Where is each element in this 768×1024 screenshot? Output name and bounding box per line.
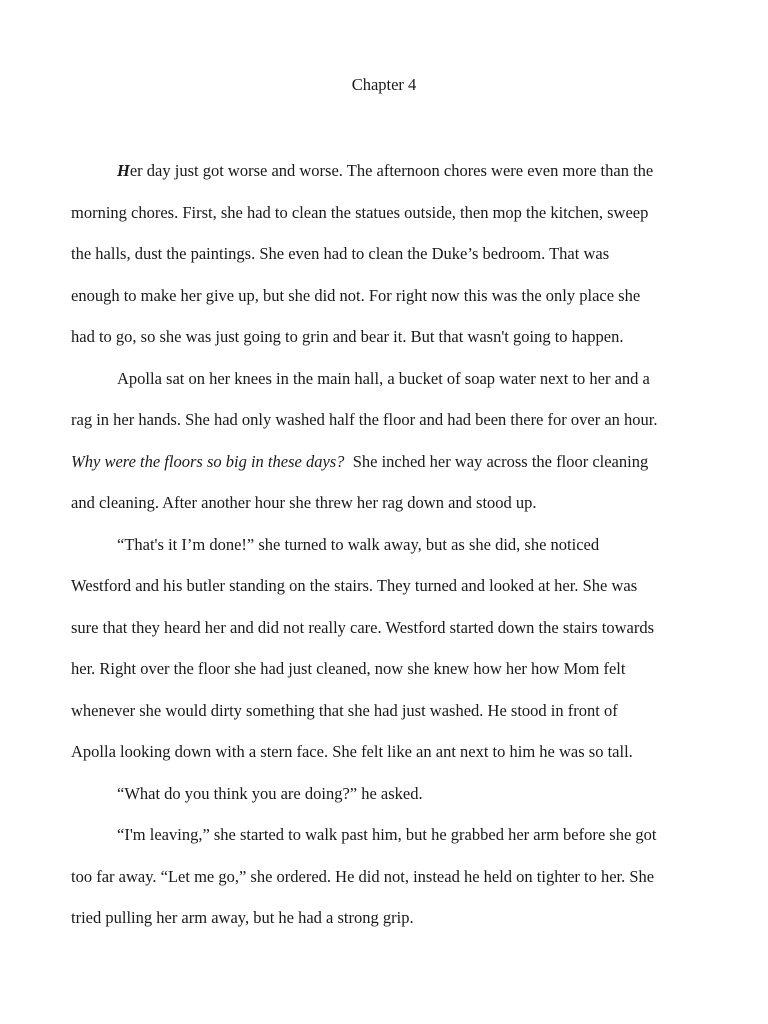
italic-thought: Why were the floors so big in these days? [71, 451, 345, 471]
chapter-title: Chapter 4 [351, 75, 417, 94]
text-line [71, 441, 703, 483]
text-line: tried pulling her arm away, but he had a strong grip. [71, 908, 414, 927]
chapter-body [71, 150, 703, 939]
drop-cap-letter: H [117, 161, 130, 180]
text-line: and cleaning. After another hour she threw her rag down and stood up. [71, 493, 537, 512]
paragraph-2 [71, 358, 703, 524]
text-line: Apolla looking down with a stern face. She felt like an ant next to him he was so tall. [71, 742, 633, 761]
text-line-content: She inched her way across the floor cleaning [352, 451, 649, 471]
text-line: Apolla sat on her knees in the main hall, a bucket of soap water next to her and a [117, 368, 650, 388]
text-line: whenever she would dirty something that she had just washed. He stood in front of [71, 700, 618, 720]
text-line: had to go, so she was just going to grin and bear it. But that wasn't going to happen. [71, 327, 624, 346]
text-line: too far away. “Let me go,” she ordered. He did not, instead he held on tighter to her. She [71, 866, 655, 886]
paragraph-5 [71, 814, 703, 939]
text-line: enough to make her give up, but she did not. For right now this was the only place she [71, 285, 641, 305]
paragraph-1 [71, 150, 703, 358]
text-line: sure that they heard her and did not really care. Westford started down the stairs towards [71, 617, 655, 637]
text-line: “What do you think you are doing?” he asked. [117, 783, 423, 803]
text-line: morning chores. First, she had to clean the statues outside, then mop the kitchen, sweep [71, 202, 649, 222]
text-line: “I'm leaving,” she started to walk past him, but he grabbed her arm before she got [117, 825, 657, 844]
text-line: her. Right over the floor she had just cleaned, now she knew how her how Mom felt [71, 659, 626, 678]
text-line-content: er day just got worse and worse. The afternoon chores were even more than the [129, 161, 654, 180]
text-line: Westford and his butler standing on the stairs. They turned and looked at her. She was [71, 576, 638, 595]
paragraph-4 [71, 773, 703, 815]
text-line [71, 150, 703, 192]
paragraph-3 [71, 524, 703, 773]
text-line: the halls, dust the paintings. She even had to clean the Duke’s bedroom. That was [71, 244, 610, 263]
text-line: “That's it I’m done!” she turned to walk away, but as she did, she noticed [117, 534, 600, 554]
text-line: rag in her hands. She had only washed half the floor and had been there for over an hour. [71, 410, 658, 429]
